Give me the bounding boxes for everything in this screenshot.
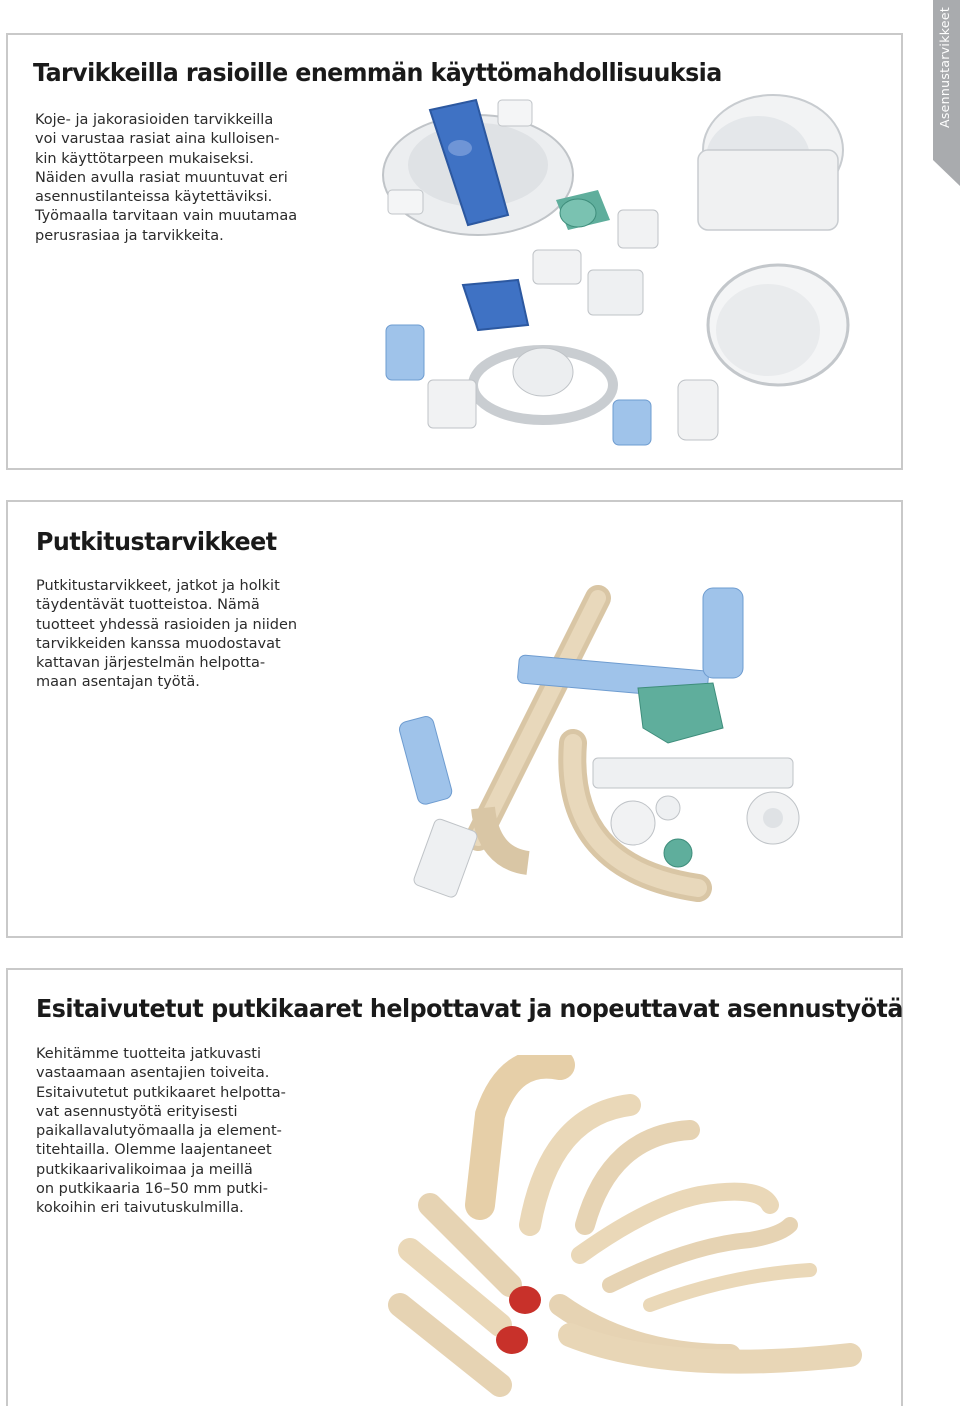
section-body-putkitustarvikkeet: Putkitustarvikkeet, jatkot ja holkit täydentävät tuotteistoa. Nämä tuotteet yhdessä rasioiden ja niiden tarvikkeiden kanssa muodostavat kattavan järjestelmän helpotta- maan asentajan työtä. bbox=[36, 578, 298, 691]
section-body-putkikaaret: Kehitämme tuotteita jatkuvasti vastaamaan asentajien toiveita. Esitaivutetut putkikaaret helpotta- vat asennustyötä erityisesti paikallavalutyömaalla ja element- titehtailla. Olemme laajentaneet putkikaarivalikoimaa ja meillä on putkikaaria 16–50 mm putki- kokoihin eri taivutuskulmilla. bbox=[36, 1046, 286, 1217]
side-tab-label: Asennustarvikkeet bbox=[937, 6, 952, 128]
section-title-rasiatarvikkeet: Tarvikkeilla rasioille enemmän käyttömahdollisuuksia bbox=[33, 58, 722, 87]
box-accessories-photo bbox=[368, 80, 888, 465]
section-title-putkitustarvikkeet: Putkitustarvikkeet bbox=[36, 527, 277, 556]
pipe-fittings-photo bbox=[368, 568, 838, 920]
section-title-putkikaaret: Esitaivutetut putkikaaret helpottavat ja nopeuttavat asennustyötä bbox=[36, 994, 903, 1023]
preformed-pipe-bends-photo bbox=[370, 1055, 870, 1405]
section-body-rasiatarvikkeet: Koje- ja jakorasioiden tarvikkeilla voi varustaa rasiat aina kulloisen- kin käyttötarpeen mukaiseksi. Näiden avulla rasiat muuntuvat eri asennustilanteissa käytettäviksi. Työmaalla tarvitaan vain muutamaa perusrasiaa ja tarvikkeita. bbox=[35, 112, 298, 244]
